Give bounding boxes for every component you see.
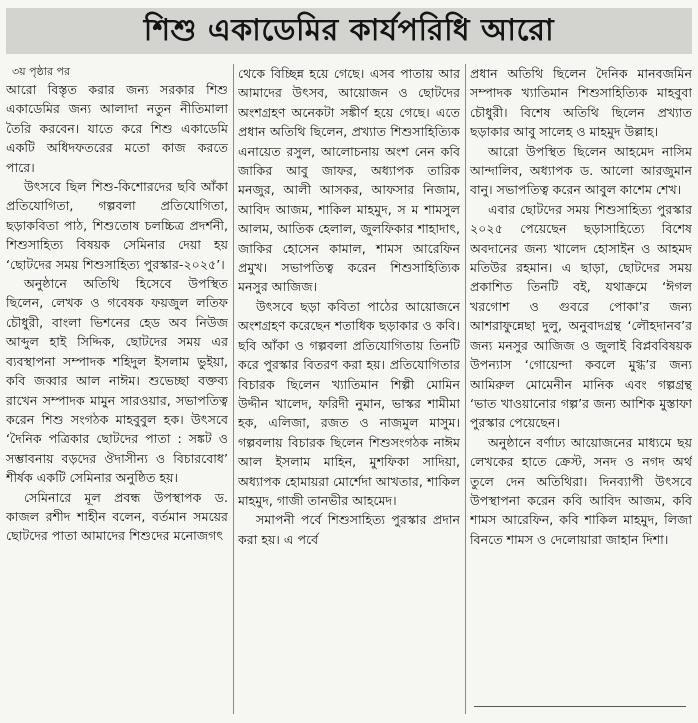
paragraph: আরো বিস্তৃত করার জন্য সরকার শিশু একাডেমির জন্য আলাদা নতুন নীতিমালা তৈরি করবেন। যাতে করে শিশু একাডেমি একটি অধিদফতরের মতো কাজ করতে পারে। (6, 82, 228, 175)
paragraph: আরো উপস্থিত ছিলেন আহমেদ নাসিম আন্দালিব, অধ্যাপক ড. আলো আরজুমান বানু। সভাপতিত্ব করেন আবুল কাশেম শেখ। (470, 143, 692, 198)
article-end-rule (474, 706, 686, 707)
column-1 (6, 64, 228, 714)
paragraph: অনুষ্ঠানে অতিথি হিসেবে উপস্থিত ছিলেন, লেখক ও গবেষক ফয়জুল লতিফ চৌধুরী, বাংলা ভিশনের হেড অব নিউজ আব্দুল হাই সিদ্দিক, ছোটদের সময় এর ব্যবস্থাপনা সম্পাদক শহিদুল ইসলাম ভুইয়া, কবি জব্বার আল নাঈম। শুভেচ্ছা বক্তব্য রাখেন সম্পাদক মামুন সারওয়ার, সভাপতিত্ব করেন শিশু সংগঠক মাহবুবুল হক। উৎসবে ‘দৈনিক পত্রিকার ছোটদের পাতা : সঙ্কট ও সম্ভাবনায় বড়দের ঔদাসীন্য ও বিচারবোধ’ শীর্ষক একটি সেমিনার অনুষ্ঠিত হয়। (6, 276, 228, 486)
column-3 (470, 64, 692, 714)
paragraph: সমাপনী পর্বে শিশুসাহিত্য পুরস্কার প্রদান করা হয়। এ পর্বে (238, 512, 460, 547)
column-divider (233, 64, 234, 714)
paragraph: উৎসবে ছিল শিশু-কিশোরদের ছবি আঁকা প্রতিযোগিতা, গল্পবলা প্রতিযোগিতা, ছড়াকবিতা পাঠ, শিশুতোষ চলচ্চিত্র প্রদর্শনী, শিশুসাহিত্য বিষয়ক সেমিনার দেয়া হয় ‘ছোটদের সময় শিশুসাহিত্য পুরস্কার-২০২৫’। (6, 179, 228, 272)
paragraph: প্রধান অতিথি ছিলেন দৈনিক মানবজমিন সম্পাদক খ্যাতিমান শিশুসাহিত্যিক মাহবুবা চৌধুরী। বিশেষ অতিথি ছিলেন প্রখ্যাত ছড়াকার আবু সালেহ ও মাহমুদ উল্লাহ। (470, 66, 692, 140)
article-body (6, 64, 692, 714)
column-divider (465, 64, 466, 714)
paragraph: উৎসবে ছড়া কবিতা পাঠের আয়োজনে অংশগ্রহণ করেছেন শতাধিক ছড়াকার ও কবি। ছবি আঁকা ও গল্পবলা প্রতিযোগিতায় তিনটি করে পুরস্কার বিতরণ করা হয়। প্রতিযোগিতার বিচারক ছিলেন খ্যাতিমান শিল্পী মোমিন উদ্দীন খালেদ, ফরিদী নুমান, ভাস্কর শামীমা হক, এলিজা, রজত ও নাজমুল মাসুম। গল্পবলায় বিচারক ছিলেন শিশুসংগঠক নাঈম আল ইসলাম মাহিন, মুশফিকা সাদিয়া, অধ্যাপক হোমায়রা মোর্শেদা আখতার, শাকিল মাহমুদ, গাজী তানভীর আহমেদ। (238, 298, 460, 508)
continued-from-note: ৩য় পৃষ্ঠার পর (12, 65, 71, 78)
paragraph: থেকে বিচ্ছিন্ন হয়ে গেছে। এসব পাতায় আর আমাদের উৎসব, আয়োজন ও ছোটদের অংশগ্রহণ অনেকটা সঙ্কীর্ণ হয়ে গেছে। এতে প্রধান অতিথি ছিলেন, প্রখ্যাত শিশুসাহিত্যিক এনায়েত রসুল, আলোচনায় অংশ নেন কবি জাকির আবু জাফর, অধ্যাপক তারিক মনজুর, আলী আসকর, আফসার নিজাম, আবিদ আজম, শাকিল মাহমুদ, স ম শামসুল আলম, আতিক হেলাল, জুলফিকার শাহাদাৎ, জাকির হোসেন কামাল, শামস আরেফিন প্রমুখ। সভাপতিত্ব করেন শিশুসাহিত্যিক মনসুর আজিজ। (238, 66, 460, 295)
paragraph: এবার ছোটদের সময় শিশুসাহিত্য পুরস্কার ২০২৫ পেয়েছেন ছড়াসাহিত্যে বিশেষ অবদানের জন্য খালেদ হোসাইন ও আহমদ মতিউর রহমান। এ ছাড়া, ছোটদের সময় প্রকাশিত তিনটি বই, যথাক্রমে ‘ঈগল খরগোশ ও গুবরে পোকা’র জন্য আশরাফুন্নেছা দুলু, অনুবাদগ্রন্থ ‘লৌহদানব’র জন্য মনসুর আজিজ ও জুলাই বিপ্লববিষয়ক উপন্যাস ‘গোয়েন্দা কবলে মুগ্ধ’র জন্য আমিরুল মোমেনীন মানিক এবং গল্পগ্রন্থ ‘ভাত খাওয়ানোর গল্প’র জন্য আশিক মুস্তাফা পুরস্কার পেয়েছেন। (470, 201, 692, 431)
paragraph: অনুষ্ঠানে বর্ণাঢ্য আয়োজনের মাধ্যমে ছয় লেখকের হাতে ক্রেস্ট, সনদ ও নগদ অর্থ তুলে দেন অতিথিরা। দিনব্যাপী উৎসবে উপস্থাপনা করেন কবি আবিদ আজম, কবি শামস আরেফিন, কবি শাকিল মাহমুদ, লিজা বিনতে শামস ও দেলোয়ারা জাহান দিশা। (470, 434, 692, 547)
headline: শিশু একাডেমির কার্যপরিধি আরো (143, 12, 555, 48)
column-2 (238, 64, 460, 714)
headline-bar (6, 8, 692, 54)
paragraph: সেমিনারে মূল প্রবন্ধ উপস্থাপক ড. কাজল রশীদ শাহীন বলেন, বর্তমান সময়ের ছোটদের পাতা আমাদের শিশুদের মনোজগৎ (6, 489, 228, 544)
